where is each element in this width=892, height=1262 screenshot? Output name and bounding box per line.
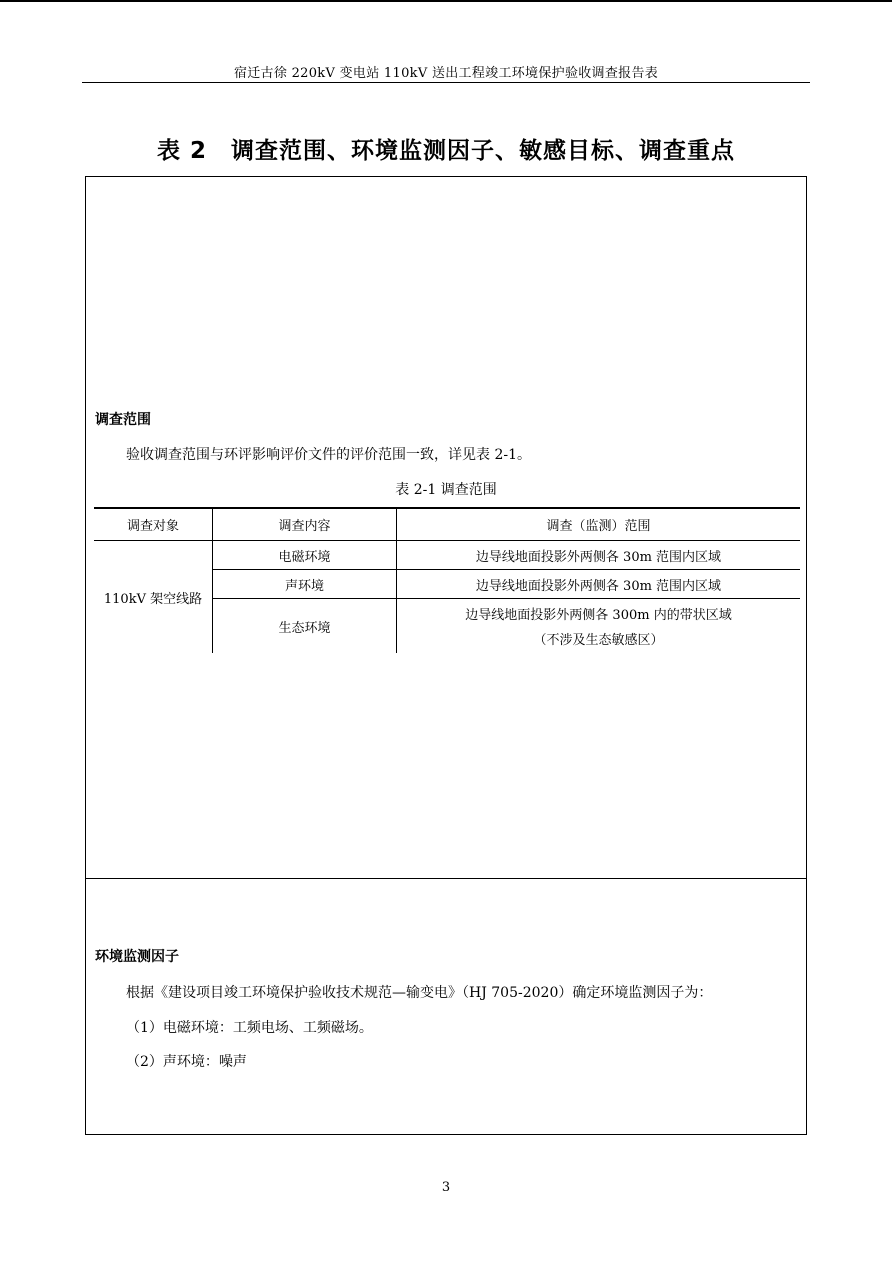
survey-scope-section [85, 176, 807, 879]
monitoring-paragraph: 根据《建设项目竣工环境保护验收技术规范—输变电》（HJ 705-2020）确定环境监测因子为： [126, 985, 713, 1001]
monitoring-factors-section [85, 878, 807, 1135]
survey-range-note: （不涉及生态敏感区） [533, 633, 664, 648]
monitoring-item: （2）声环境：噪声 [126, 1054, 247, 1070]
table-row [94, 541, 800, 570]
table-header-row [94, 508, 800, 541]
survey-range-cell: 边导线地面投影外两侧各 30m 范围内区域 [397, 541, 801, 570]
survey-range-text: 边导线地面投影外两侧各 300m 内的带状区域 [465, 608, 732, 623]
survey-scope-table [94, 507, 800, 653]
survey-content-cell: 生态环境 [213, 599, 397, 654]
column-header: 调查（监测）范围 [397, 508, 801, 541]
survey-range-cell: 边导线地面投影外两侧各 30m 范围内区域 [397, 570, 801, 599]
survey-scope-paragraph: 验收调查范围与环评影响评价文件的评价范围一致，详见表 2-1。 [126, 447, 531, 463]
survey-range-cell [397, 599, 801, 654]
survey-scope-heading: 调查范围 [95, 412, 151, 428]
running-header: 宿迁古徐 220kV 变电站 110kV 送出工程竣工环境保护验收调查报告表 [233, 66, 659, 81]
top-border [0, 0, 892, 2]
monitoring-item: （1）电磁环境：工频电场、工频磁场。 [126, 1020, 373, 1036]
column-header: 调查对象 [94, 508, 213, 541]
page-number: 3 [441, 1180, 451, 1195]
header-rule [82, 82, 810, 83]
survey-content-cell: 声环境 [213, 570, 397, 599]
page-title: 表 2 调查范围、环境监测因子、敏感目标、调查重点 [156, 138, 735, 164]
table-caption: 表 2-1 调查范围 [395, 482, 497, 498]
survey-object-cell: 110kV 架空线路 [94, 541, 213, 654]
column-header: 调查内容 [213, 508, 397, 541]
survey-content-cell: 电磁环境 [213, 541, 397, 570]
monitoring-heading: 环境监测因子 [95, 949, 179, 965]
